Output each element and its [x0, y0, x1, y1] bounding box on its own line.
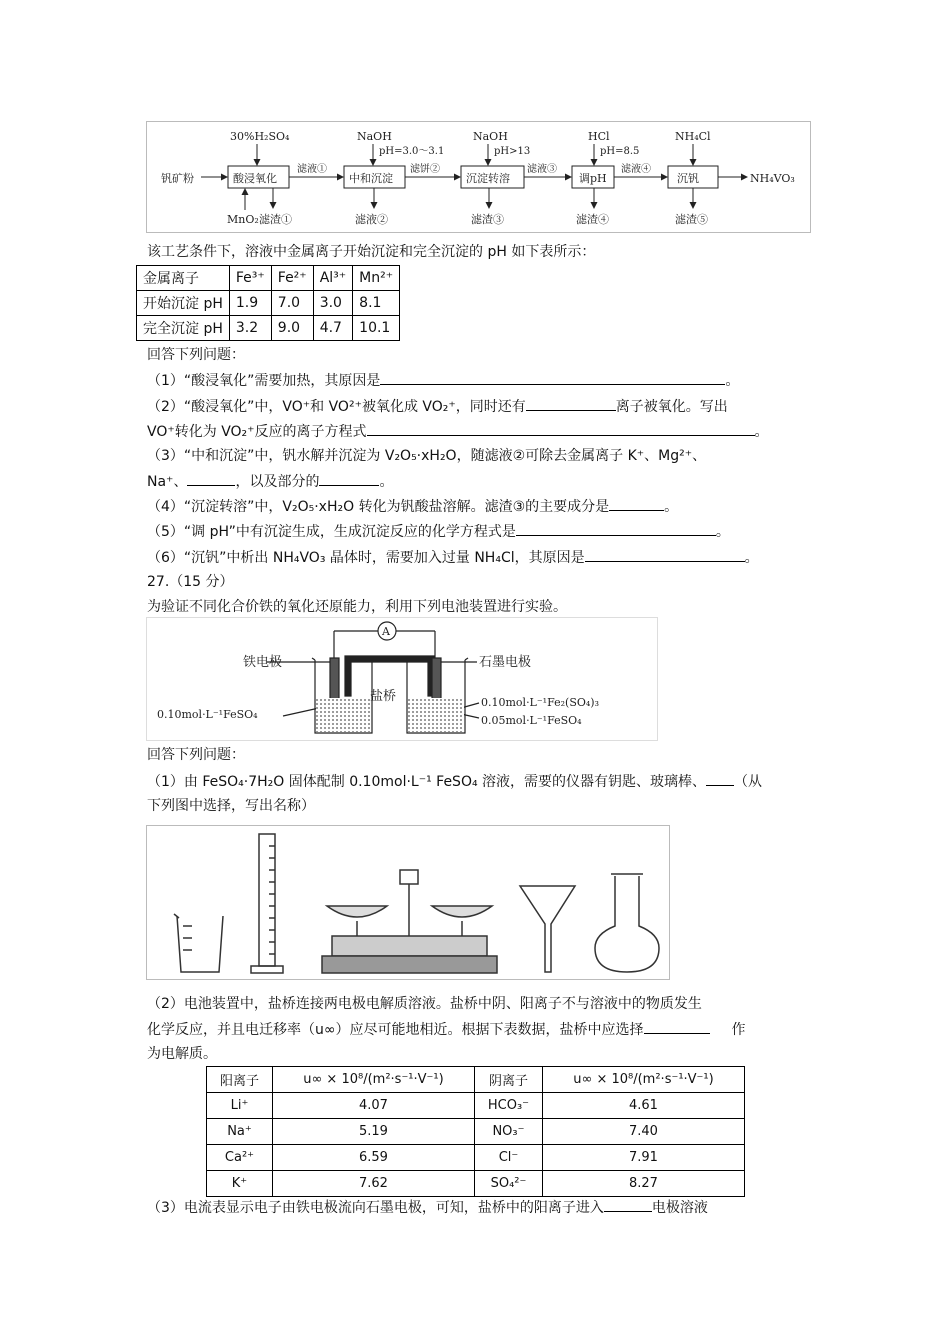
ph-value: 10.1	[353, 316, 400, 341]
answer-blank[interactable]	[644, 1019, 710, 1034]
anion-value: 7.91	[542, 1145, 744, 1171]
ph-value: 3.2	[229, 316, 271, 341]
flow-reagent-1: 30%H₂SO₄	[230, 130, 290, 143]
ph-value: 3.0	[313, 291, 352, 316]
flow-filtrate-4: 滤液④	[621, 164, 651, 175]
q26-3b-text: Na⁺、	[147, 474, 188, 490]
round-bottom-flask-icon	[595, 874, 659, 972]
cation-value: 7.62	[272, 1171, 474, 1197]
answer-blank[interactable]	[380, 370, 725, 385]
cation: Na⁺	[207, 1119, 273, 1145]
flow-box-5: 沉钒	[677, 172, 699, 185]
q27-2b-text: 化学反应，并且电迁移率（u∞）应尽可能地相近。根据下表数据，盐桥中应选择	[147, 1022, 644, 1038]
flow-box-2: 中和沉淀	[349, 172, 393, 185]
process-flow-svg	[147, 122, 810, 232]
beaker-icon	[174, 914, 223, 972]
q27-1b-text: （从	[734, 774, 763, 790]
apparatus-figure	[146, 825, 670, 980]
q26-2c	[147, 421, 769, 442]
ph-ion: Mn²⁺	[353, 266, 400, 291]
anion: HCO₃⁻	[474, 1093, 542, 1119]
answer-prompt-26: 回答下列问题：	[147, 347, 245, 363]
ph-table-header: 金属离子	[137, 266, 230, 291]
anion: Cl⁻	[474, 1145, 542, 1171]
q27-3b-text: 电极溶液	[651, 1200, 708, 1216]
process-flow-diagram	[146, 121, 811, 233]
q26-2a	[147, 396, 728, 417]
cation-value: 5.19	[272, 1119, 474, 1145]
anion: SO₄²⁻	[474, 1171, 542, 1197]
anion-value: 4.61	[542, 1093, 744, 1119]
ph-row-label: 完全沉淀 pH	[137, 316, 230, 341]
flow-residue-4: 滤渣④	[576, 213, 609, 226]
answer-blank[interactable]	[609, 496, 664, 511]
period: 。	[715, 524, 730, 540]
q27-3a-text: （3）电流表显示电子由铁电极流向石墨电极，可知，盐桥中的阳离子进入	[147, 1200, 604, 1216]
q26-3a: （3）“中和沉淀”中，钒水解并沉淀为 V₂O₅·xH₂O，随滤液②可除去金属离子 K⁺、Mg²⁺、	[147, 448, 707, 464]
flow-box-3: 沉淀转溶	[466, 172, 510, 185]
graduated-cylinder-icon	[251, 834, 283, 973]
answer-blank[interactable]	[516, 521, 716, 536]
ph-value: 1.9	[229, 291, 271, 316]
ph-ion: Fe³⁺	[229, 266, 271, 291]
ph-row-label: 开始沉淀 pH	[137, 291, 230, 316]
q27-3	[147, 1197, 708, 1218]
flow-reagent-4: HCl	[588, 130, 610, 143]
answer-prompt-27: 回答下列问题：	[147, 747, 245, 763]
q27-1a	[147, 771, 762, 792]
q26-2b-text: 离子被氧化。写出	[615, 399, 728, 415]
cell-diagram	[146, 617, 658, 741]
salt-bridge-label: 盐桥	[370, 689, 397, 704]
q27-2a: （2）电池装置中，盐桥连接两电极电解质溶液。盐桥中阴、阳离子不与溶液中的物质发生	[147, 996, 702, 1012]
flow-reagent-3: NaOH	[473, 130, 508, 143]
cation: Li⁺	[207, 1093, 273, 1119]
flow-reagent-5: NH₄Cl	[675, 130, 711, 143]
q27-intro: 为验证不同化合价铁的氧化还原能力，利用下列电池装置进行实验。	[147, 599, 567, 615]
period: 。	[725, 373, 740, 389]
flow-condition-1: pH=3.0～3.1	[379, 146, 445, 157]
flow-box-4: 调pH	[579, 172, 607, 185]
right-solution-2: 0.05mol·L⁻¹FeSO₄	[481, 714, 582, 727]
flow-end: NH₄VO₃	[750, 172, 795, 185]
value-header: u∞ × 10⁸/(m²·s⁻¹·V⁻¹)	[542, 1067, 744, 1093]
mobility-table	[206, 1066, 745, 1197]
ph-value: 7.0	[271, 291, 313, 316]
q27-1a-text: （1）由 FeSO₄·7H₂O 固体配制 0.10mol·L⁻¹ FeSO₄ 溶液，需要的仪器有钥匙、玻璃棒、	[147, 774, 707, 790]
ammeter-label: A	[382, 625, 390, 638]
ph-value: 4.7	[313, 316, 352, 341]
q26-6	[147, 547, 759, 568]
q26-4-text: （4）“沉淀转溶”中，V₂O₅·xH₂O 转化为钒酸盐溶解。滤渣③的主要成分是	[147, 499, 610, 515]
flow-condition-2: pH>13	[494, 146, 531, 157]
flow-start: 钒矿粉	[161, 172, 194, 185]
q26-6-text: （6）“沉钒”中析出 NH₄VO₃ 晶体时，需要加入过量 NH₄Cl，其原因是	[147, 550, 585, 566]
answer-blank[interactable]	[585, 547, 745, 562]
period: 。	[664, 499, 679, 515]
flow-box-1: 酸浸氧化	[233, 172, 277, 185]
left-solution-label: 0.10mol·L⁻¹FeSO₄	[157, 708, 258, 721]
q26-1	[147, 370, 739, 391]
period: 。	[744, 550, 759, 566]
period: 。	[754, 424, 769, 440]
flow-filtrate-2: 滤饼②	[410, 164, 440, 175]
answer-blank[interactable]	[187, 471, 235, 486]
q27-title: 27.（15 分）	[147, 574, 234, 590]
q27-2b	[147, 1019, 746, 1040]
answer-blank[interactable]	[367, 421, 755, 436]
cation-value: 4.07	[272, 1093, 474, 1119]
cation: Ca²⁺	[207, 1145, 273, 1171]
ph-value: 8.1	[353, 291, 400, 316]
q26-2c-text: VO⁺转化为 VO₂⁺反应的离子方程式	[147, 424, 367, 440]
left-electrode-label: 铁电极	[243, 655, 283, 670]
flow-residue-1: 滤渣①	[259, 213, 292, 226]
apparatus-svg	[147, 826, 669, 979]
cell-svg	[147, 618, 657, 740]
funnel-icon	[520, 886, 575, 972]
flow-residue-2: 滤液②	[355, 213, 388, 226]
flow-residue-3: 滤渣③	[471, 213, 504, 226]
q27-2c-text: 作	[731, 1022, 746, 1038]
ph-ion: Al³⁺	[313, 266, 352, 291]
answer-blank[interactable]	[526, 396, 616, 411]
anion-value: 7.40	[542, 1119, 744, 1145]
flow-filtrate-3: 滤液③	[527, 164, 557, 175]
answer-blank[interactable]	[319, 471, 379, 486]
q26-1-text: （1）“酸浸氧化”需要加热，其原因是	[147, 373, 381, 389]
flow-filtrate-1: 滤液①	[297, 164, 327, 175]
balance-icon	[322, 870, 497, 973]
q26-5-text: （5）“调 pH”中有沉淀生成，生成沉淀反应的化学方程式是	[147, 524, 516, 540]
flow-condition-3: pH=8.5	[600, 146, 640, 157]
answer-blank[interactable]	[706, 771, 734, 786]
ph-value: 9.0	[271, 316, 313, 341]
answer-blank[interactable]	[604, 1197, 652, 1212]
q27-2d: 为电解质。	[147, 1046, 217, 1062]
q26-5	[147, 521, 730, 542]
q26-3b	[147, 471, 393, 492]
cation-value: 6.59	[272, 1145, 474, 1171]
anion-value: 8.27	[542, 1171, 744, 1197]
q26-3c-text: ，以及部分的	[235, 474, 320, 490]
cation: K⁺	[207, 1171, 273, 1197]
period: 。	[379, 474, 394, 490]
flow-reagent-2: NaOH	[357, 130, 392, 143]
value-header: u∞ × 10⁸/(m²·s⁻¹·V⁻¹)	[272, 1067, 474, 1093]
q27-1c: 下列图中选择，写出名称）	[147, 798, 315, 814]
anion-header: 阴离子	[474, 1067, 542, 1093]
q26-2a-text: （2）“酸浸氧化”中，VO⁺和 VO²⁺被氧化成 VO₂⁺，同时还有	[147, 399, 526, 415]
ph-ion: Fe²⁺	[271, 266, 313, 291]
anion: NO₃⁻	[474, 1119, 542, 1145]
right-solution-1: 0.10mol·L⁻¹Fe₂(SO₄)₃	[481, 696, 599, 709]
flow-residue-5: 滤渣⑤	[675, 213, 708, 226]
intro-text: 该工艺条件下，溶液中金属离子开始沉淀和完全沉淀的 pH 如下表所示：	[147, 244, 596, 260]
right-electrode-label: 石墨电极	[479, 655, 532, 670]
q26-4	[147, 496, 678, 517]
cation-header: 阳离子	[207, 1067, 273, 1093]
flow-bottom-reagent: MnO₂	[227, 213, 259, 226]
ph-table	[136, 265, 400, 341]
